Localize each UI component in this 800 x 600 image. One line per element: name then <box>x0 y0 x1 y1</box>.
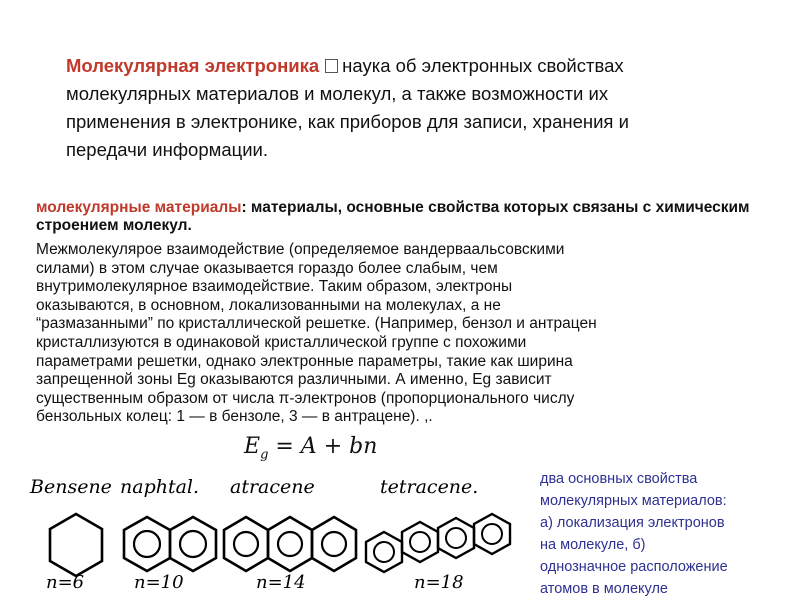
molecule-count-anthracene: n=14 <box>256 572 306 593</box>
tetracene-rings-icon <box>364 508 514 576</box>
anthracene-rings-icon <box>222 514 362 576</box>
molecule-name-benzene: Bensene <box>30 476 112 498</box>
note-line-6: атомов в молекуле <box>540 581 668 597</box>
molecule-sketches <box>30 462 520 598</box>
molecule-name-tetracene: tetracene. <box>380 476 479 498</box>
note-line-4: на молекуле, б) <box>540 537 646 553</box>
intro-paragraph <box>66 52 766 164</box>
molecule-name-anthracene: atracene <box>230 476 315 498</box>
definition-paragraph <box>36 199 756 235</box>
note-line-1: два основных свойства <box>540 471 698 487</box>
naphthalene-rings-icon <box>122 514 222 576</box>
note-line-2: молекулярных материалов: <box>540 493 727 509</box>
body-line-7: параметрами решетки, однако электронные параметры, такие как ширина <box>36 352 573 370</box>
intro-line-2: молекулярных материалов и молекул, а также возможности их <box>66 83 609 104</box>
intro-line-1: наука об электронных свойствах <box>342 55 624 76</box>
body-line-2: силами) в этом случае оказывается гораздо более слабым, чем <box>36 259 498 277</box>
body-line-6: кристаллизуются в одинаковой кристаллической группе с похожими <box>36 333 527 351</box>
missing-glyph-box-icon <box>325 59 338 73</box>
body-line-9: существенным образом от числа π-электронов (пропорционального числу <box>36 389 575 407</box>
bandgap-formula <box>244 434 377 462</box>
intro-line-3: применения в электронике, как приборов для записи, хранения и <box>66 111 629 132</box>
body-paragraph <box>36 241 761 427</box>
properties-note <box>540 468 790 600</box>
molecule-name-naphthalene: naphtal. <box>120 476 200 498</box>
formula-rhs: = A + bn <box>268 434 378 459</box>
molecule-count-naphthalene: n=10 <box>134 572 184 593</box>
formula-subscript: g <box>260 447 269 463</box>
definition-text: : материалы, основные свойства которых связаны с химическим строением молекул. <box>36 199 750 234</box>
definition-term: молекулярные материалы <box>36 199 242 216</box>
body-line-10: бензольных колец: 1 — в бензоле, 3 — в антрацене). ,. <box>36 408 433 426</box>
molecule-count-benzene: n=6 <box>46 572 85 593</box>
molecule-count-tetracene: n=18 <box>414 572 464 593</box>
intro-line-4: передачи информации. <box>66 139 269 160</box>
body-line-1: Межмолекулярое взаимодействие (определяемое вандерваальсовскими <box>36 241 565 258</box>
intro-term: Молекулярная электроника <box>66 55 320 76</box>
body-line-5: “размазанными” по кристаллической решетке. (Например, бензол и антрацен <box>36 315 597 333</box>
body-line-4: оказываются, в основном, локализованными на молекулах, а не <box>36 296 501 314</box>
note-line-5: однозначное расположение <box>540 559 728 575</box>
note-line-3: а) локализация электронов <box>540 515 725 531</box>
body-line-3: внутримолекулярное взаимодействие. Таким образом, электроны <box>36 278 513 296</box>
body-line-8: запрещенной зоны Eg оказываются различными. А именно, Eg зависит <box>36 371 552 389</box>
formula-lhs: E <box>244 434 261 459</box>
